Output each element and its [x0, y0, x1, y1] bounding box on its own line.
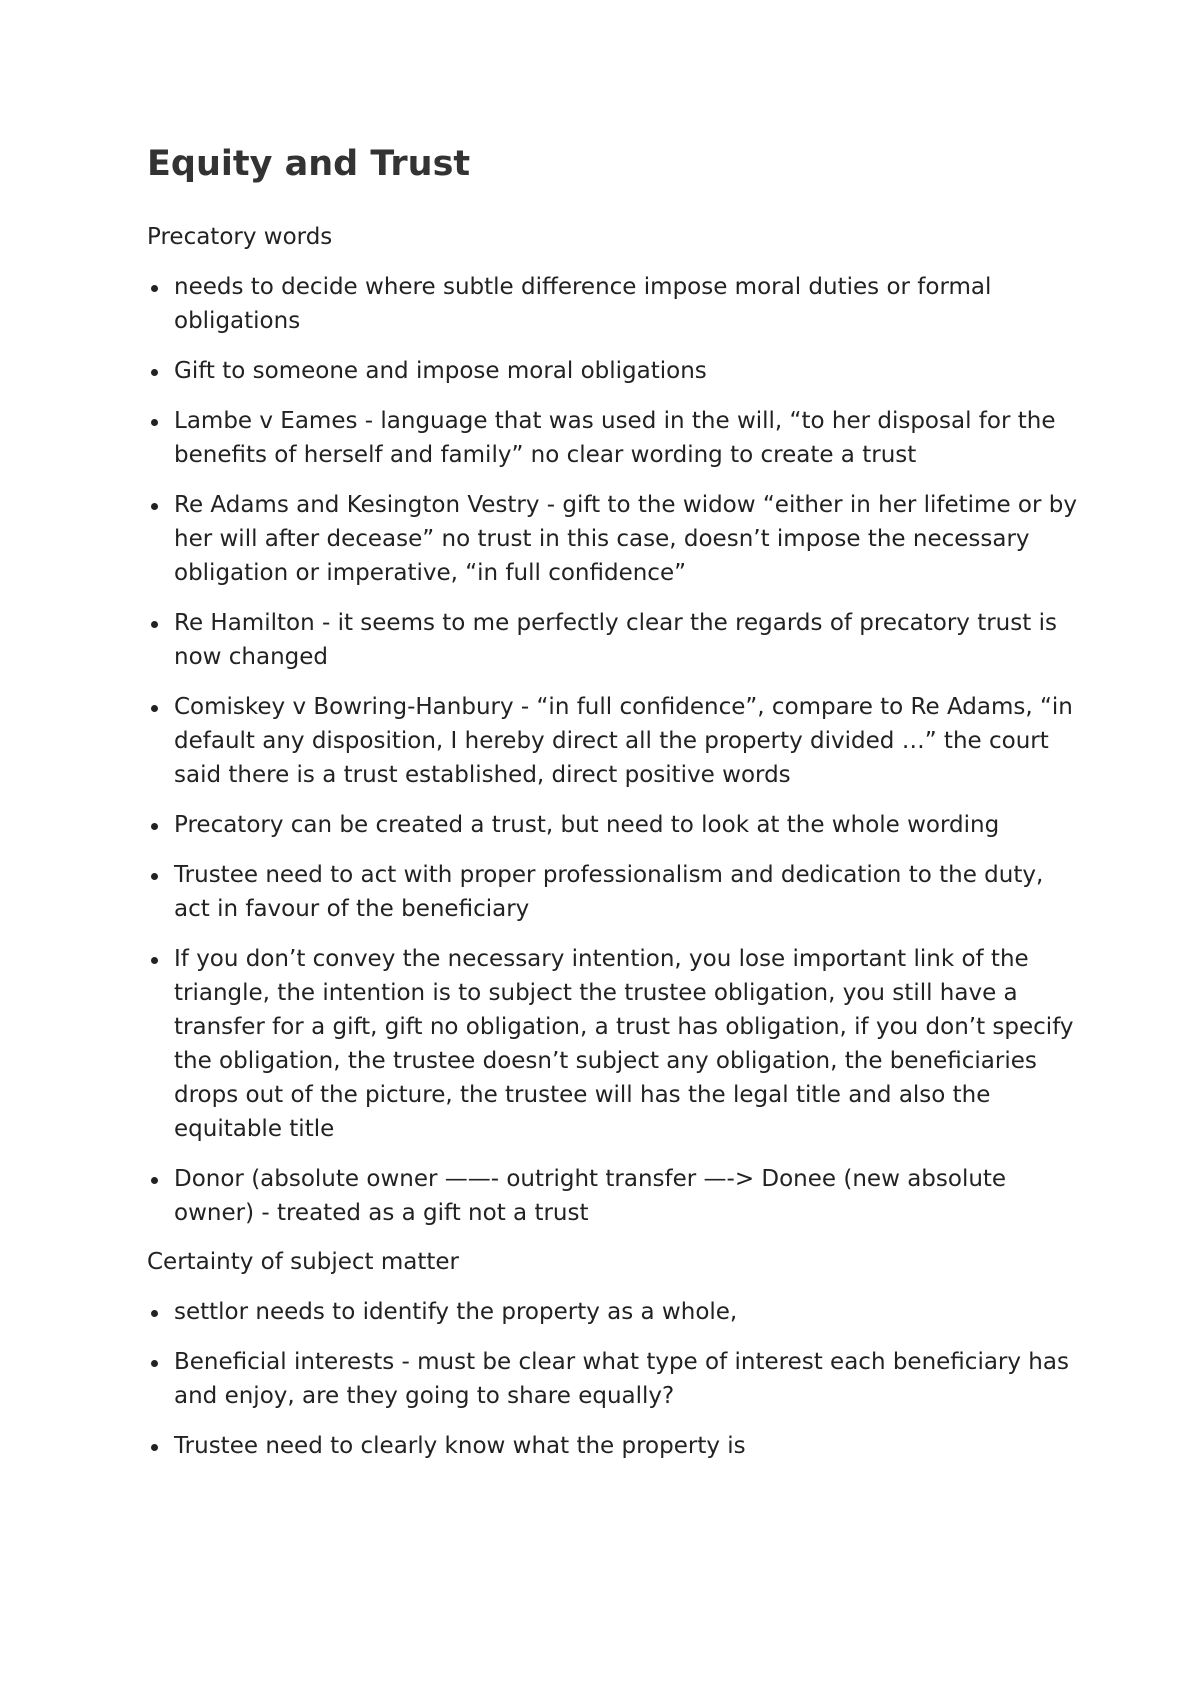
bullet-icon	[151, 705, 158, 712]
list-item	[147, 858, 1077, 926]
list-item	[147, 606, 1077, 674]
bullet-icon	[151, 369, 158, 376]
bullet-icon	[151, 1360, 158, 1367]
list-item-text: Precatory can be created a trust, but need to look at the whole wording	[174, 812, 1000, 838]
list-item	[147, 942, 1077, 1146]
list-item	[147, 1345, 1077, 1413]
list-item-text: settlor needs to identify the property as a whole,	[174, 1299, 738, 1325]
list-item-text: Gift to someone and impose moral obligations	[174, 358, 707, 384]
section-heading-certainty-of-subject-matter: Certainty of subject matter	[147, 1249, 459, 1275]
document-body	[147, 221, 1077, 1479]
bullet-list-precatory-words	[147, 270, 1077, 1230]
bullet-icon	[151, 621, 158, 628]
list-item-text: Comiskey v Bowring-Hanbury - “in full confidence”, compare to Re Adams, “in default any disposition, I hereby direct all the property divided …” the court said there is a trust established, direct positive words	[174, 694, 1073, 788]
bullet-icon	[151, 285, 158, 292]
bullet-icon	[151, 419, 158, 426]
list-item-text: If you don’t convey the necessary intention, you lose important link of the triangle, the intention is to subject the trustee obligation, you still have a transfer for a gift, gift no obligation, a trust has obligation, if you don’t specify the obligation, the trustee doesn’t subject any obligation, the beneficiaries drops out of the picture, the trustee will has the legal title and also the equitable title	[174, 946, 1074, 1142]
list-item	[147, 354, 1077, 388]
list-item-text: Lambe v Eames - language that was used in the will, “to her disposal for the benefits of herself and family” no clear wording to create a trust	[174, 408, 1056, 468]
document-title: Equity and Trust	[147, 144, 471, 184]
section-heading-precatory-words: Precatory words	[147, 224, 333, 250]
list-item-text: Beneficial interests - must be clear what type of interest each beneficiary has and enjoy, are they going to share equally?	[174, 1349, 1069, 1409]
list-item-text: needs to decide where subtle difference impose moral duties or formal obligations	[174, 274, 992, 334]
bullet-icon	[151, 1310, 158, 1317]
list-item	[147, 404, 1077, 472]
list-item	[147, 488, 1077, 590]
list-item	[147, 1162, 1077, 1230]
list-item	[147, 690, 1077, 792]
list-item-text: Re Hamilton - it seems to me perfectly clear the regards of precatory trust is now changed	[174, 610, 1057, 670]
bullet-icon	[151, 1444, 158, 1451]
list-item-text: Donor (absolute owner ——- outright transfer —-> Donee (new absolute owner) - treated as a gift not a trust	[174, 1166, 1007, 1226]
list-item	[147, 1295, 1077, 1329]
list-item-text: Re Adams and Kesington Vestry - gift to the widow “either in her lifetime or by her will after decease” no trust in this case, doesn’t impose the necessary obligation or imperative, “in full confidence”	[174, 492, 1077, 586]
list-item	[147, 270, 1077, 338]
bullet-list-certainty-of-subject-matter	[147, 1295, 1077, 1463]
bullet-icon	[151, 957, 158, 964]
bullet-icon	[151, 823, 158, 830]
list-item	[147, 1429, 1077, 1463]
list-item-text: Trustee need to clearly know what the property is	[174, 1433, 746, 1459]
list-item	[147, 808, 1077, 842]
list-item-text: Trustee need to act with proper professionalism and dedication to the duty, act in favour of the beneficiary	[174, 862, 1044, 922]
bullet-icon	[151, 503, 158, 510]
bullet-icon	[151, 1177, 158, 1184]
bullet-icon	[151, 873, 158, 880]
